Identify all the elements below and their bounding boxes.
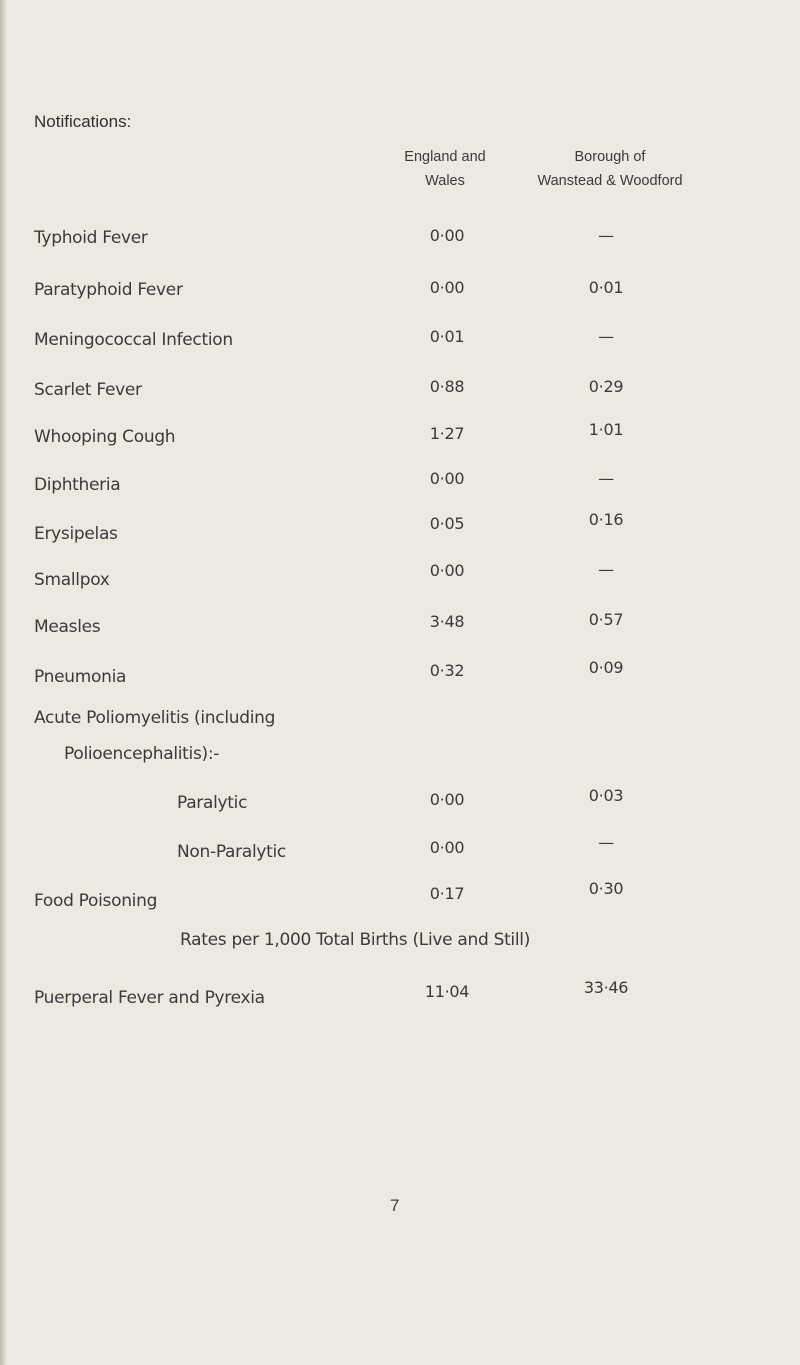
row-value-england-paratyphoid: 0·00: [429, 278, 465, 297]
row-label-scarlet-fever: Scarlet Fever: [34, 380, 142, 400]
row-value-england-pneumonia: 0·32: [429, 661, 465, 680]
row-label-acute-poliomyelitis: Acute Poliomyelitis (including: [34, 708, 276, 728]
row-value-england-meningococcal: 0·01: [429, 327, 465, 346]
row-value-borough-food-poisoning: 0·30: [588, 879, 624, 898]
row-label-typhoid-fever: Typhoid Fever: [34, 228, 148, 248]
notifications-heading: Notifications:: [34, 112, 132, 131]
row-value-england-whooping-cough: 1·27: [429, 424, 465, 443]
row-label-food-poisoning: Food Poisoning: [34, 891, 158, 911]
row-value-england-diphtheria: 0·00: [429, 469, 465, 488]
row-value-borough-erysipelas: 0·16: [588, 510, 624, 529]
row-value-borough-puerperal: 33·46: [583, 978, 629, 997]
row-value-england-typhoid: 0·00: [429, 226, 465, 245]
row-value-england-smallpox: 0·00: [429, 561, 465, 580]
column-header-borough: [505, 145, 715, 193]
row-label-whooping-cough: Whooping Cough: [34, 427, 176, 447]
row-value-england-erysipelas: 0·05: [429, 514, 465, 533]
page-edge: [0, 0, 6, 1365]
column-header-borough-line2: Wanstead & Woodford: [537, 173, 683, 189]
row-value-borough-paratyphoid: 0·01: [588, 278, 624, 297]
row-value-borough-typhoid: —: [598, 226, 614, 245]
row-label-smallpox: Smallpox: [34, 570, 110, 590]
row-label-puerperal-fever: Puerperal Fever and Pyrexia: [34, 988, 265, 1008]
row-label-paralytic: Paralytic: [177, 793, 248, 813]
row-label-measles: Measles: [34, 617, 101, 637]
row-label-erysipelas: Erysipelas: [34, 524, 118, 544]
row-value-borough-paralytic: 0·03: [588, 786, 624, 805]
row-label-meningococcal-infection: Meningococcal Infection: [34, 330, 233, 350]
row-value-borough-whooping-cough: 1·01: [588, 420, 624, 439]
row-value-borough-scarlet: 0·29: [588, 377, 624, 396]
row-value-england-measles: 3·48: [429, 612, 465, 631]
rates-note: Rates per 1,000 Total Births (Live and Still): [180, 930, 531, 950]
row-label-pneumonia: Pneumonia: [34, 667, 127, 687]
row-value-borough-diphtheria: —: [598, 469, 614, 488]
row-value-england-scarlet: 0·88: [429, 377, 465, 396]
column-header-england-line1: England and: [404, 149, 486, 165]
column-header-borough-line1: Borough of: [574, 149, 646, 165]
row-value-england-paralytic: 0·00: [429, 790, 465, 809]
row-value-borough-meningococcal: —: [598, 327, 614, 346]
row-label-non-paralytic: Non-Paralytic: [177, 842, 286, 862]
row-value-england-food-poisoning: 0·17: [429, 884, 465, 903]
row-value-borough-smallpox: —: [598, 560, 614, 579]
page-number: 7: [390, 1196, 400, 1215]
row-value-borough-pneumonia: 0·09: [588, 658, 624, 677]
row-label-polioencephalitis: Polioencephalitis):-: [64, 744, 220, 764]
column-header-england-line2: Wales: [425, 173, 465, 189]
row-label-paratyphoid-fever: Paratyphoid Fever: [34, 280, 183, 300]
row-label-diphtheria: Diphtheria: [34, 475, 121, 495]
row-value-england-non-paralytic: 0·00: [429, 838, 465, 857]
row-value-borough-non-paralytic: —: [598, 833, 614, 852]
column-header-england-wales: [370, 145, 520, 193]
row-value-england-puerperal: 11·04: [424, 982, 470, 1001]
row-value-borough-measles: 0·57: [588, 610, 624, 629]
